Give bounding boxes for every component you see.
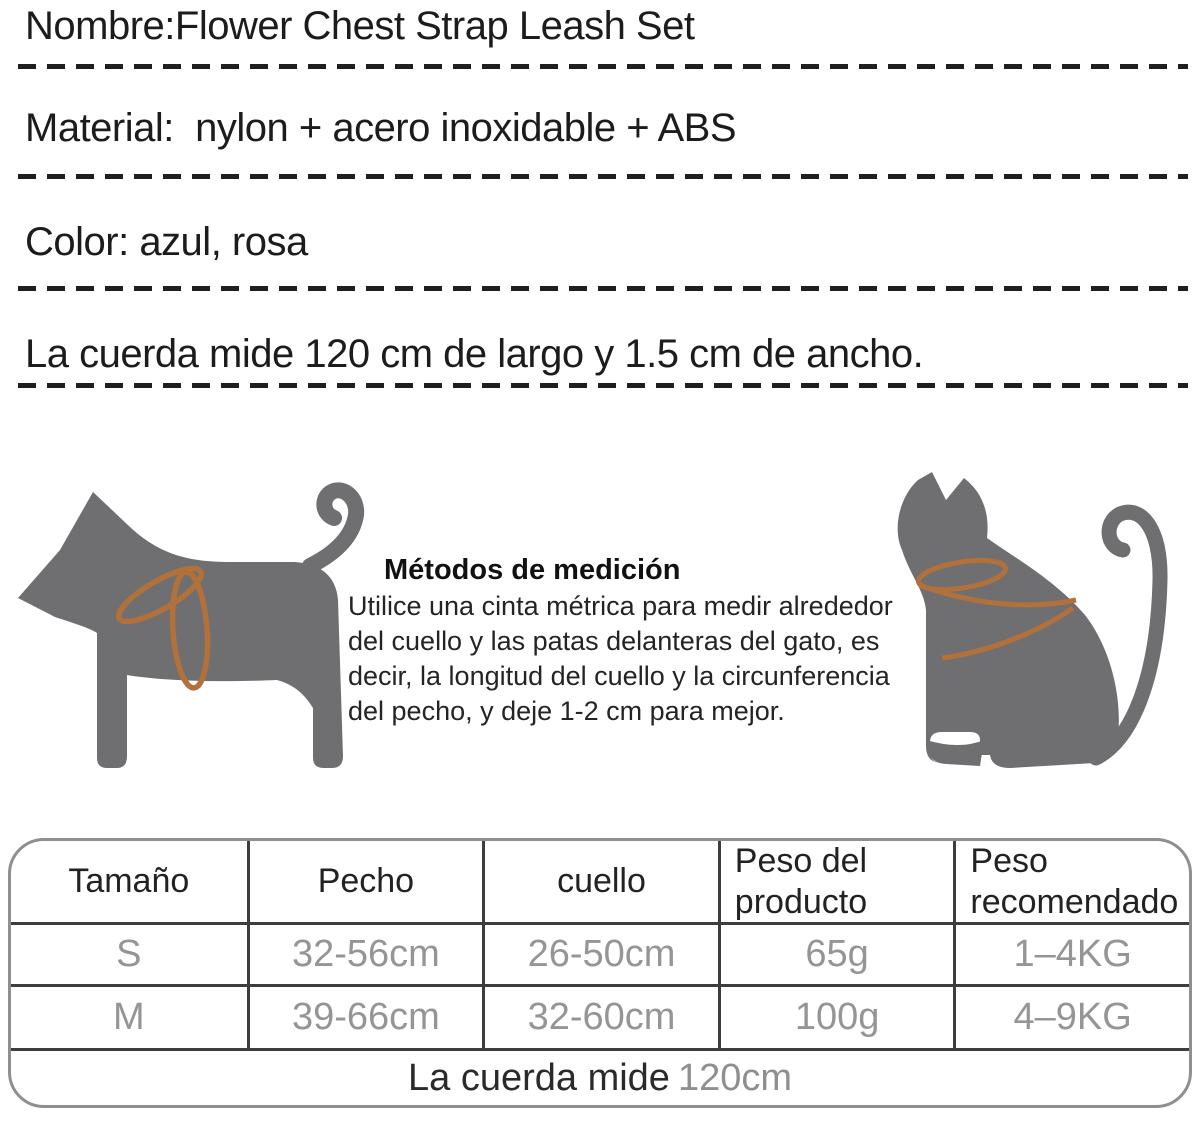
product-material-line: Material: nylon + acero inoxidable + ABS (25, 106, 737, 150)
cell-recommended-weight: 1–4KG (953, 925, 1189, 984)
cell-product-weight: 100g (718, 987, 954, 1048)
cell-size: M (112, 996, 145, 1038)
measurement-line: del cuello y las patas delanteras del gato, es (348, 626, 880, 656)
size-table-footer (11, 1051, 1189, 1105)
dog-silhouette-illustration (10, 470, 370, 775)
header-size: Tamaño (68, 862, 190, 901)
table-row (11, 987, 1189, 1051)
cell-chest: 39-66cm (247, 987, 483, 1048)
cell-recommended-weight: 4–9KG (953, 987, 1189, 1048)
dashed-divider (18, 383, 1188, 388)
dashed-divider (18, 64, 1188, 69)
product-rope-line: La cuerda mide 120 cm de largo y 1.5 cm de ancho. (25, 332, 924, 376)
header-recommended-weight: Peso recomendado (953, 841, 1189, 922)
header-chest: Pecho (247, 841, 483, 922)
cell-neck: 26-50cm (482, 925, 718, 984)
size-table-header-row (11, 841, 1189, 925)
cell-product-weight: 65g (718, 925, 954, 984)
measurement-title: Métodos de medición (384, 554, 681, 586)
product-name-line: Nombre:Flower Chest Strap Leash Set (25, 4, 695, 48)
rope-length-value: 120cm (677, 1056, 792, 1099)
dashed-divider (18, 286, 1188, 291)
measurement-line: del pecho, y deje 1-2 cm para mejor. (348, 696, 785, 726)
cat-silhouette-illustration (880, 450, 1180, 780)
cell-neck: 32-60cm (482, 987, 718, 1048)
rope-length-label: La cuerda mide (408, 1056, 670, 1099)
measurement-line: decir, la longitud del cuello y la circunferencia (348, 661, 890, 691)
header-product-weight: Peso del producto (718, 841, 954, 922)
dashed-divider (18, 174, 1188, 179)
cell-size: S (116, 933, 142, 975)
cell-chest: 32-56cm (247, 925, 483, 984)
table-row (11, 925, 1189, 987)
size-table (8, 838, 1192, 1108)
measurement-instructions (348, 554, 908, 729)
header-neck: cuello (482, 841, 718, 922)
product-color-line: Color: azul, rosa (25, 220, 308, 264)
measurement-line: Utilice una cinta métrica para medir alrededor (348, 591, 893, 621)
